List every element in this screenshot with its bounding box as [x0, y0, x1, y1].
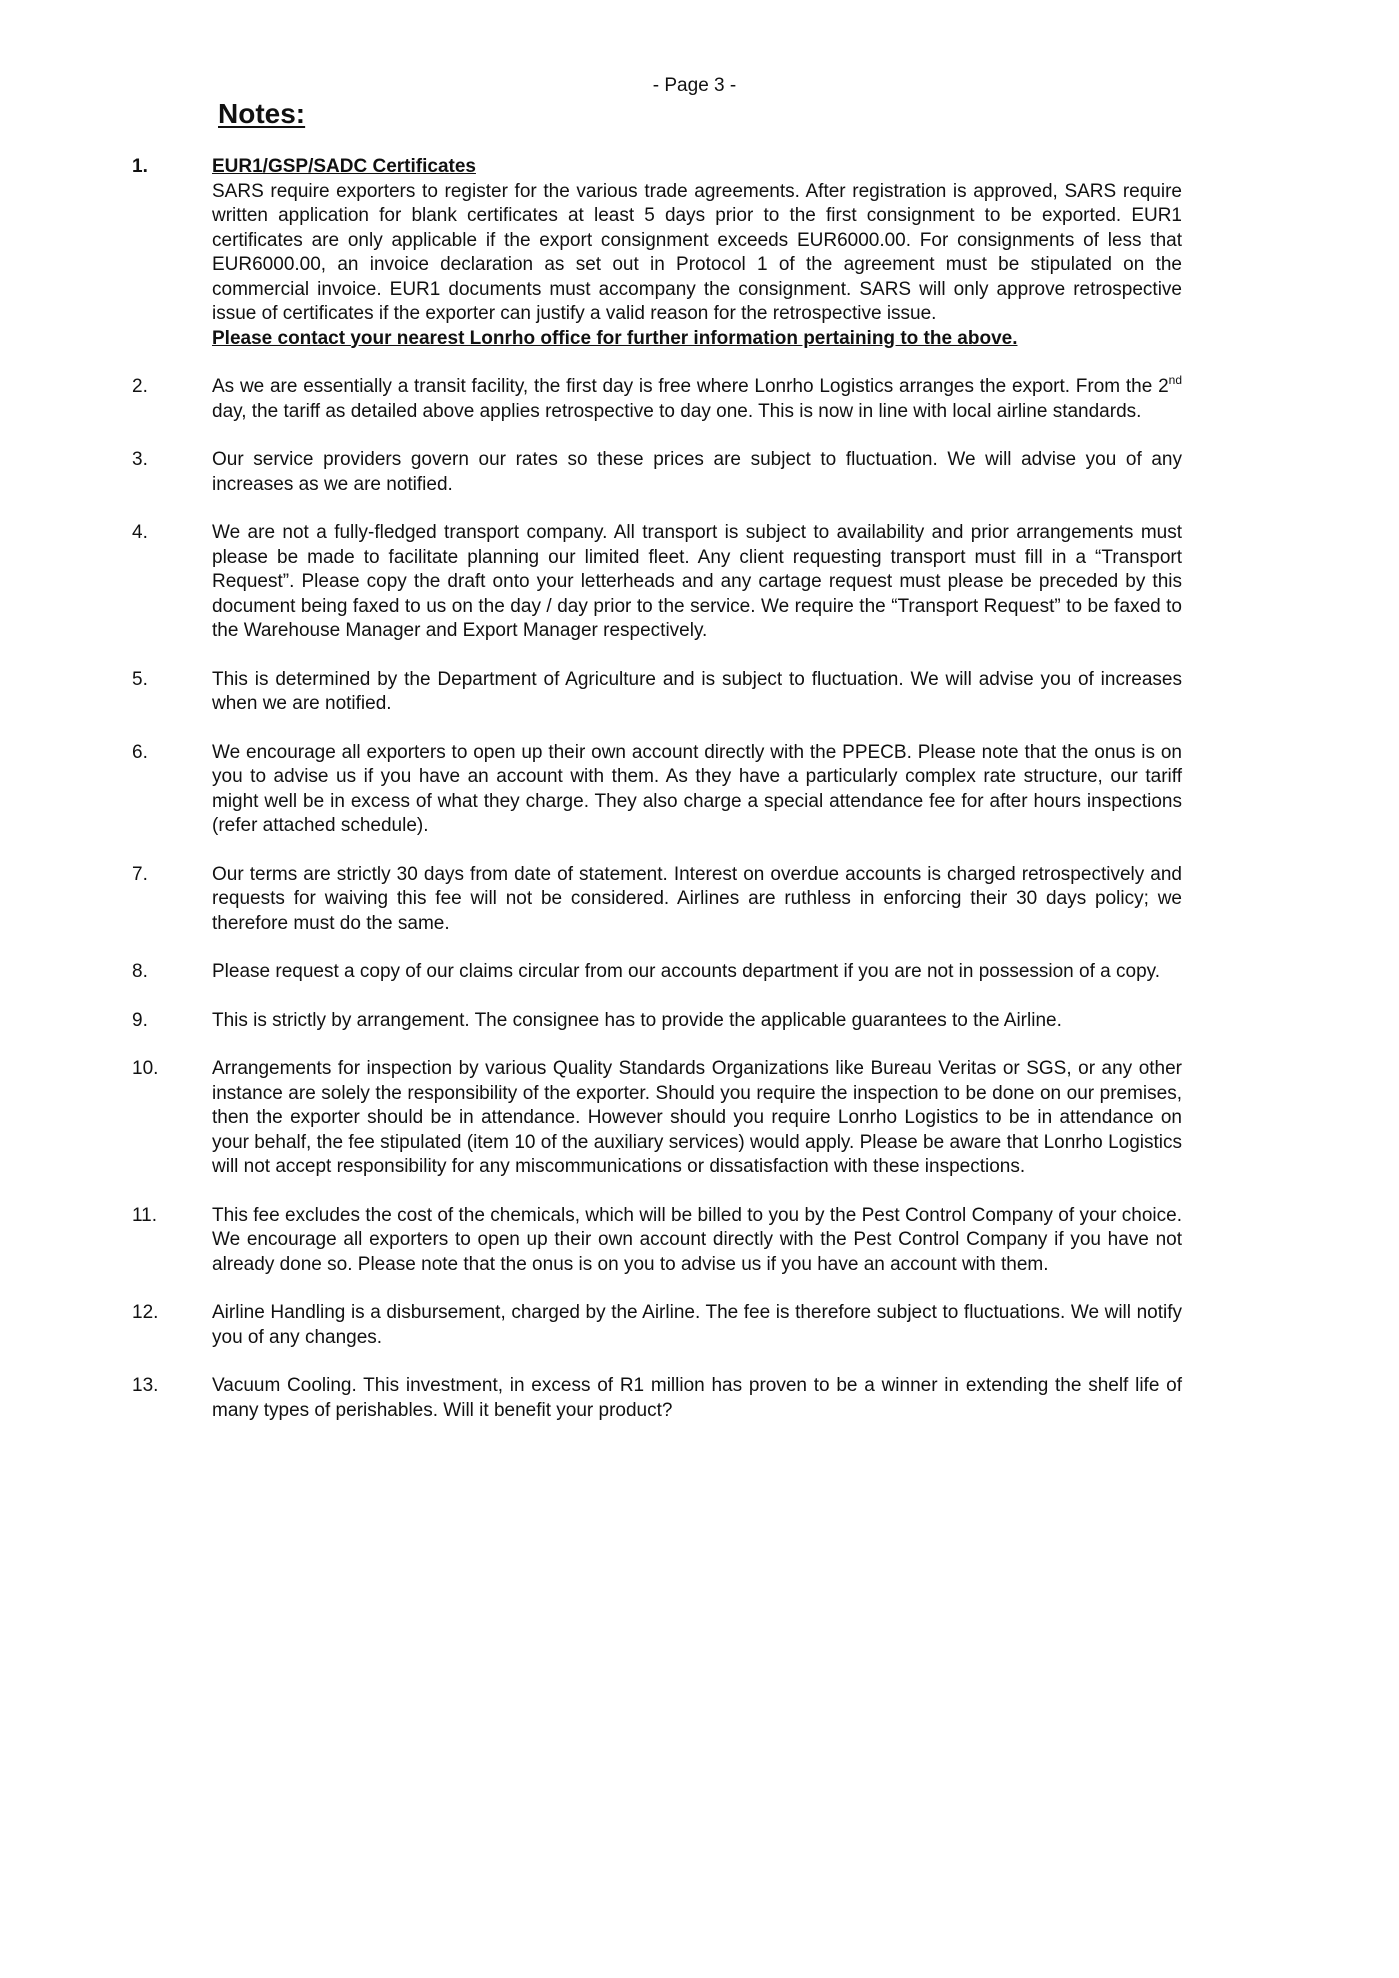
note-number: 13. [132, 1375, 159, 1396]
note-number: 10. [132, 1058, 159, 1079]
note-6 [132, 741, 1182, 839]
note-text-continued: day, the tariff as detailed above applies retrospective to day one. This is now in line with local airline standards. [212, 400, 1142, 422]
note-number: 9. [132, 1009, 148, 1031]
note-body: Please request a copy of our claims circular from our accounts department if you are not in possession of a copy. [212, 961, 1161, 982]
note-body [212, 155, 1182, 351]
note-number: 1. [132, 156, 148, 177]
note-text: As we are essentially a transit facility, the first day is free where Lonrho Logistics arranges the export. From the 2 [212, 376, 1169, 397]
note-11 [132, 1204, 1182, 1278]
note-body: This is determined by the Department of Agriculture and is subject to fluctuation. We will advise you of increases when we are notified. [212, 668, 1182, 714]
note-body: Our terms are strictly 30 days from date of statement. Interest on overdue accounts is charged retrospectively and requests for waiving this fee will not be considered. Airlines are ruthless in enforcing their 30 days policy; we therefore must do the same. [212, 863, 1182, 934]
note-body: This is strictly by arrangement. The consignee has to provide the applicable guarantees to the Airline. [212, 1009, 1062, 1031]
note-7 [132, 863, 1182, 937]
note-number: 6. [132, 741, 148, 763]
note-superscript: nd [1168, 373, 1182, 387]
note-footer: Please contact your nearest Lonrho office for further information pertaining to the above. [212, 327, 1018, 349]
note-body: We encourage all exporters to open up their own account directly with the PPECB. Please note that the onus is on you to advise us if you have an account with them. As they have a particularly complex rate structure, our tariff might well be in excess of what they charge. They also charge a special attendance fee for after hours inspections (refer attached schedule). [212, 741, 1182, 836]
note-number: 12. [132, 1302, 159, 1323]
note-body: Airline Handling is a disbursement, charged by the Airline. The fee is therefore subject to fluctuations. We will notify you of any changes. [212, 1302, 1182, 1348]
note-body: Our service providers govern our rates so these prices are subject to fluctuation. We will advise you of any increases as we are notified. [212, 449, 1182, 495]
note-13 [132, 1374, 1182, 1423]
note-title: EUR1/GSP/SADC Certificates [212, 156, 476, 177]
note-number: 2. [132, 376, 148, 397]
note-body: Vacuum Cooling. This investment, in excess of R1 million has proven to be a winner in extending the shelf life of many types of perishables. Will it benefit your product? [212, 1375, 1182, 1421]
note-8 [132, 960, 1182, 985]
note-number: 11. [132, 1204, 158, 1226]
note-9 [132, 1009, 1182, 1034]
note-number: 7. [132, 863, 148, 885]
note-number: 4. [132, 522, 148, 543]
note-3 [132, 448, 1182, 497]
notes-heading: Notes: [218, 98, 306, 129]
page-number-text: - Page 3 - [652, 75, 737, 96]
note-body: This fee excludes the cost of the chemicals, which will be billed to you by the Pest Control Company of your choice. We encourage all exporters to open up their own account directly with the Pest Control Company if you have not already done so. Please note that the onus is on you to advise us if you have an account with them. [212, 1204, 1182, 1275]
note-2 [132, 375, 1182, 424]
note-number: 5. [132, 668, 148, 690]
note-body: Arrangements for inspection by various Quality Standards Organizations like Bureau Veritas or SGS, or any other instance are solely the responsibility of the exporter. Should you require the inspection to be done on our premises, then the exporter should be in attendance. However should you require Lonrho Logistics to be in attendance on your behalf, the fee stipulated (item 10 of the auxiliary services) would apply. Please be aware that Lonrho Logistics will not accept responsibility for any miscommunications or dissatisfaction with these inspections. [212, 1058, 1182, 1177]
note-1 [132, 155, 1182, 351]
note-4 [132, 521, 1182, 644]
note-text: SARS require exporters to register for the various trade agreements. After registration is approved, SARS require written application for blank certificates at least 5 days prior to the first consignment to be exported. EUR1 certificates are only applicable if the export consignment exceeds EUR6000.00. For consignments of less that EUR6000.00, an invoice declaration as set out in Protocol 1 of the agreement must be stipulated on the commercial invoice. EUR1 documents must accompany the consignment. SARS will only approve retrospective issue of certificates if the exporter can justify a valid reason for the retrospective issue. [212, 180, 1182, 324]
page-number [0, 75, 1399, 97]
note-number: 8. [132, 961, 148, 982]
note-body [212, 375, 1182, 424]
note-10 [132, 1057, 1182, 1180]
note-body: We are not a fully-fledged transport company. All transport is subject to availability and prior arrangements must please be made to facilitate planning our limited fleet. Any client requesting transport must fill in a “Transport Request”. Please copy the draft onto your letterheads and any cartage request must please be preceded by this document being faxed to us on the day / day prior to the service. We require the “Transport Request” to be faxed to the Warehouse Manager and Export Manager respectively. [212, 522, 1182, 641]
notes-list [132, 155, 1182, 1447]
note-5 [132, 668, 1182, 717]
note-number: 3. [132, 449, 148, 470]
note-12 [132, 1301, 1182, 1350]
